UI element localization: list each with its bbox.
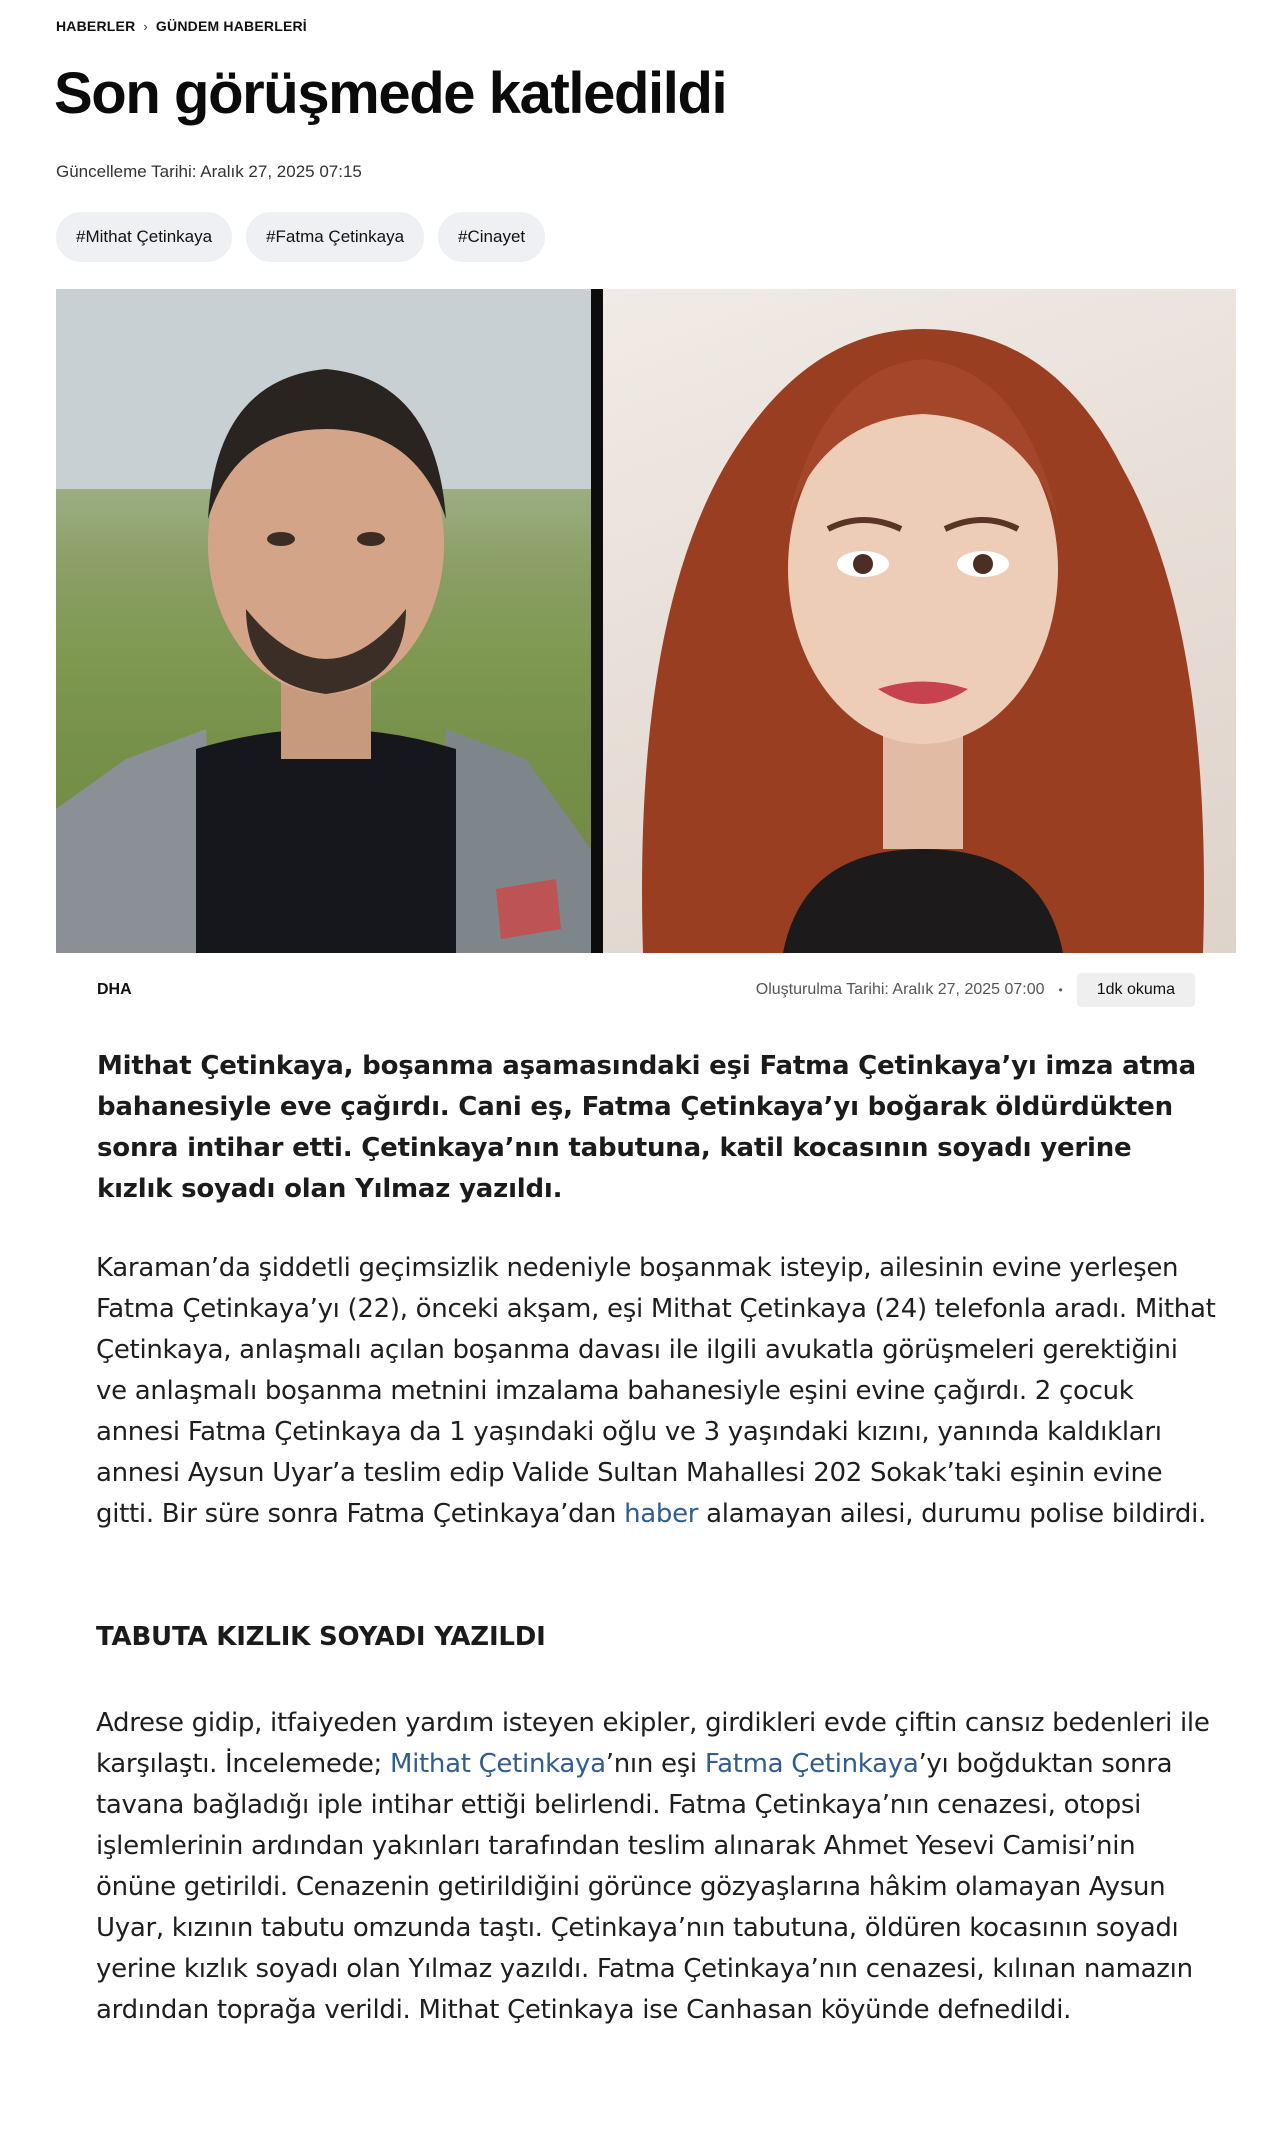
article-meta [56, 972, 1236, 1008]
bullet-separator: • [1058, 983, 1063, 997]
created-date: Oluşturulma Tarihi: Aralık 27, 2025 07:00 [755, 981, 1045, 998]
mithat-cetinkaya-link[interactable]: Mithat Çetinkaya [389, 1749, 606, 1779]
man-portrait-illustration [56, 289, 591, 953]
woman-portrait-photo [603, 289, 1236, 953]
tag-fatma-cetinkaya[interactable]: #Fatma Çetinkaya [246, 212, 424, 262]
image-divider [591, 289, 603, 953]
chevron-right-icon: › [143, 18, 148, 34]
update-date: Güncelleme Tarihi: Aralık 27, 2025 07:15 [56, 162, 362, 181]
tag-list [56, 212, 545, 262]
hero-image [56, 289, 1236, 953]
breadcrumb [56, 18, 307, 34]
article-subheading: TABUTA KIZLIK SOYADI YAZILDI [96, 1622, 546, 1652]
paragraph-text: alamayan ailesi, durumu polise bildirdi. [698, 1499, 1207, 1529]
fatma-cetinkaya-link[interactable]: Fatma Çetinkaya [704, 1749, 919, 1779]
paragraph-text: Karaman’da şiddetli geçimsizlik nedeniyle boşanmak isteyip, ailesinin evine yerleşen Fatma Çetinkaya’yı (22), önceki akşam, eşi Mithat Çetinkaya (24) telefonla aradı. Mithat Çetinkaya, anlaşmalı açılan boşanma davası ile ilgili avukatla görüşmeleri gerektiğini ve anlaşmalı boşanma metnini imzalama bahanesiyle eşini evine çağırdı. 2 çocuk annesi Fatma Çetinkaya da 1 yaşındaki oğlu ve 3 yaşındaki kızını, yanında kaldıkları annesi Aysun Uyar’a teslim edip Valide Sultan Mahallesi 202 Sokak’taki eşinin evine gitti. Bir süre sonra Fatma Çetinkaya’dan [96, 1253, 1216, 1529]
breadcrumb-home-link[interactable]: HABERLER [56, 18, 136, 34]
meta-right [756, 973, 1195, 1007]
article-paragraph-2 [96, 1703, 1216, 2031]
article-lead: Mithat Çetinkaya, boşanma aşamasındaki eşi Fatma Çetinkaya’yı imza atma bahanesiyle eve çağırdı. Cani eş, Fatma Çetinkaya’yı boğarak öldürdükten sonra intihar etti. Çetinkaya’nın tabutuna, katil kocasının soyadı yerine kızlık soyadı olan Yılmaz yazıldı. [97, 1051, 1196, 1204]
source-label: DHA [97, 981, 132, 998]
tag-cinayet[interactable]: #Cinayet [438, 212, 545, 262]
article-paragraph-1 [96, 1248, 1216, 1535]
page-title: Son görüşmede katledildi [54, 61, 727, 126]
paragraph-text: ’nın eşi [605, 1749, 705, 1779]
man-portrait-photo [56, 289, 591, 953]
haber-link[interactable]: haber [624, 1499, 699, 1529]
paragraph-text: ’yı boğduktan sonra tavana bağladığı iple intihar ettiği belirlendi. Fatma Çetinkaya’nın cenazesi, otopsi işlemlerinin ardından yakınları tarafından teslim alınarak Ahmet Yesevi Camisi’nin önüne getirildi. Cenazenin getirildiğini görünce gözyaşlarına hâkim olamayan Aysun Uyar, kızının tabutu omzunda taştı. Çetinkaya’nın tabutuna, öldüren kocasının soyadı yerine kızlık soyadı olan Yılmaz yazıldı. Fatma Çetinkaya’nın cenazesi, kılınan namazın ardından toprağa verildi. Mithat Çetinkaya ise Canhasan köyünde defnedildi. [96, 1749, 1193, 2025]
breadcrumb-category-link[interactable]: GÜNDEM HABERLERİ [155, 18, 307, 34]
read-time-badge: 1dk okuma [1077, 973, 1195, 1007]
woman-portrait-illustration [603, 289, 1236, 953]
paragraph-text: Adrese gidip, itfaiyeden yardım isteyen ekipler, girdikleri evde çiftin cansız bedenleri ile karşılaştı. İncelemede; [96, 1708, 1210, 1779]
tag-mithat-cetinkaya[interactable]: #Mithat Çetinkaya [56, 212, 232, 262]
